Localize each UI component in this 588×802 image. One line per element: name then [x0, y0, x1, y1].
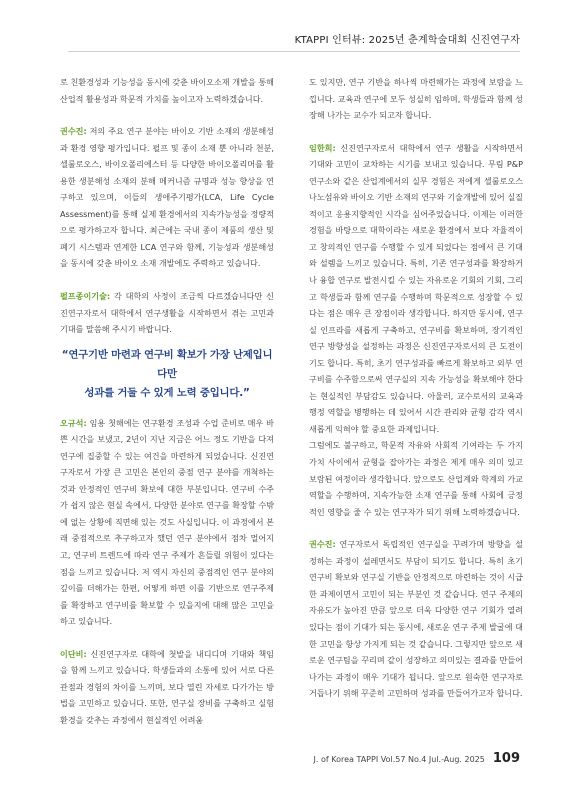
- speaker-name: 권수진:: [60, 126, 87, 137]
- right-column: [309, 74, 523, 702]
- header-divider: [68, 51, 520, 52]
- answer-text: 저의 주요 연구 분야는 바이오 기반 소재의 생분해성과 환경 영향 평가입니다. 펄프 및 종이 소재 뿐 아니라 천분, 셀룰로오스, 바이오폴리에스터 등 다양한 바이오폴리머를 활용한 생분해성 소재의 분해 메커니즘 규명과 성능 향상을 연구하고 있으며, 이들의 생애주기평가(LCA, Life Cycle Assessment)를 통해 실제 환경에서의 지속가능성을 정량적으로 평가하고자 합니다. 최근에는 국내 종이 제품의 생산 및 폐기 시스템과 연계한 LCA 연구와 함께, 기능성과 생분해성을 동시에 갖춘 바이오 소재 개발에도 주력하고 있습니다.: [60, 126, 274, 269]
- answer-kwon-2: [309, 536, 523, 701]
- running-header: KTAPPI 인터뷰: 2025년 춘계학술대회 신진연구자: [294, 35, 520, 46]
- interviewer-name: 펄프종이기술:: [60, 291, 111, 302]
- left-column: [60, 74, 274, 729]
- paragraph: 그럼에도 불구하고, 학문적 자유와 사회적 기여라는 두 가지 가치 사이에서 균형을 잡아가는 과정은 제게 매우 의미 있고 보람된 여정이라 생각합니다. 앞으로도 산업계와 학계의 가교 역할을 수행하며, 지속가능한 소재 연구를 통해 사회에 긍정적인 영향을 줄 수 있는 연구자가 되기 위해 노력하겠습니다.: [309, 440, 523, 517]
- question-text: 각 대학의 사정이 조금씩 다르겠습니다만 신진연구자로서 대학에서 연구생활을 시작하면서 겪는 고민과 기대를 말씀해 주시기 바랍니다.: [60, 291, 274, 335]
- speaker-name: 권수진:: [309, 539, 336, 550]
- answer-oh: [60, 415, 274, 630]
- speaker-name: 이단비:: [60, 648, 87, 659]
- pull-quote-line: “연구기반 마련과 연구비 확보가 가장 난제입니다만: [61, 348, 273, 380]
- page-footer: [314, 751, 520, 766]
- speaker-name: 오규석:: [60, 417, 87, 428]
- answer-kwon: [60, 123, 274, 272]
- answer-text: 연구자로서 독립적인 연구실을 꾸려가며 방향을 설정하는 과정이 설레면서도 부담이 되기도 합니다. 특히 초기 연구비 확보와 연구실 기반을 안정적으로 마련하는 것이 시급한 과제이면서 고민이 되는 부분인 것 같습니다. 연구 주제의 자유도가 높아진 만큼 앞으로 더욱 다양한 연구 기회가 열려있다는 점이 기대가 되는 동시에, 새로운 연구 주제 발굴에 대한 고민을 항상 가지게 되는 것 같습니다. 그렇지만 앞으로 새로운 연구팀을 꾸리며 같이 성장하고 의미있는 결과를 만들어나가는 과정이 매우 기대가 됩니다. 앞으로 원숙한 연구자로 거듭나기 위해 꾸준히 고민하며 성과를 만들어가고자 합니다.: [309, 539, 523, 699]
- pull-quote: [60, 346, 274, 403]
- answer-text: 신진연구자로서 대학에서 연구 생활을 시작하면서 기대와 고민이 교차하는 시기를 보내고 있습니다. 무림 P&P 연구소와 같은 산업계에서의 실무 경험은 저에게 셀룰로오스 나노섬유와 바이오 기반 소재의 연구와 기술개발에 있어 실질적이고 응용지향적인 시각을 심어주었습니다. 이제는 이러한 경험을 바탕으로 대학이라는 새로운 환경에서 보다 자율적이고 창의적인 연구를 수행할 수 있게 되었다는 점에서 큰 기대와 설렘을 느끼고 있습니다. 특히, 기존 연구성과를 확장하거나 융합 연구로 발전시킬 수 있는 자유로운 기회의 기회, 그리고 학생들과 함께 연구를 수행하며 학문적으로 성장할 수 있다는 점은 매우 큰 장점이라 생각합니다. 하지만 동시에, 연구실 인프라를 새롭게 구축하고, 연구비를 확보하며, 장기적인 연구 방향성을 설정하는 과정은 신진연구자로서의 큰 도전이기도 합니다. 특히, 초기 연구성과를 빠르게 확보하고 외부 연구비를 수주함으로써 연구실의 지속 가능성을 확보해야 한다는 현실적인 부담감도 있습니다. 아울러, 교수로서의 교육과 행정 역할을 병행하는 데 있어서 시간 관리와 균형 감각 역시 새롭게 익혀야 할 중요한 과제입니다.: [309, 142, 523, 434]
- interview-question: [60, 288, 274, 338]
- answer-lee: [60, 646, 274, 729]
- speaker-name: 임한희:: [309, 142, 336, 153]
- answer-text: 임용 첫해에는 연구환경 조성과 수업 준비로 매우 바쁜 시간을 보냈고, 2년이 지난 지금은 어느 정도 기반을 다져 연구에 집중할 수 있는 여건을 마련하게 되었습니다. 신진연구자로서 가장 큰 고민은 본인의 중점 연구 분야를 개척하는 것과 안정적인 연구비 확보에 대한 부분입니다. 연구비 수주가 쉽지 않은 현실 속에서, 다양한 분야로 연구를 확장할 수밖에 없는 상황에 직면해 있는 것도 사실입니다. 이 과정에서 본래 중점적으로 추구하고자 했던 연구 분야에서 점차 멀어지고, 연구비 트렌드에 따라 연구 주제가 흔들릴 위험이 있다는 점을 느끼고 있습니다. 저 역시 자신의 중점적인 연구 분야의 깊이를 더해가는 한편, 어떻게 하면 이를 기반으로 연구주제를 확장하고 연구비를 확보할 수 있을지에 대해 많은 고민을 하고 있습니다.: [60, 417, 274, 627]
- answer-lim: [309, 140, 523, 438]
- page-number: 109: [492, 751, 520, 766]
- answer-text: 신진연구자로 대학에 첫발을 내디디며 기대와 책임을 함께 느끼고 있습니다. 학생들과의 소통에 있어 서로 다른 관점과 경험의 차이를 느끼며, 보다 열린 자세로 다가가는 방법을 고민하고 있습니다. 또한, 연구실 장비를 구축하고 실험 환경을 갖추는 과정에서 현실적인 어려움: [60, 648, 274, 725]
- paragraph: 도 있지만, 연구 기반을 하나씩 마련해가는 과정에 보람을 느낍니다. 교육과 연구에 모두 성실히 임하며, 학생들과 함께 성장해 나가는 교수가 되고자 합니다.: [309, 77, 523, 121]
- pull-quote-line: 성과를 거둘 수 있게 노력 중입니다.”: [84, 386, 250, 399]
- paragraph: 로 친환경성과 기능성을 동시에 갖춘 바이오소재 개발을 통해 산업적 활용성과 학문적 가치를 높이고자 노력하겠습니다.: [60, 77, 274, 104]
- journal-citation: J. of Korea TAPPI Vol.57 No.4 Jul.-Aug. 2025: [313, 755, 485, 764]
